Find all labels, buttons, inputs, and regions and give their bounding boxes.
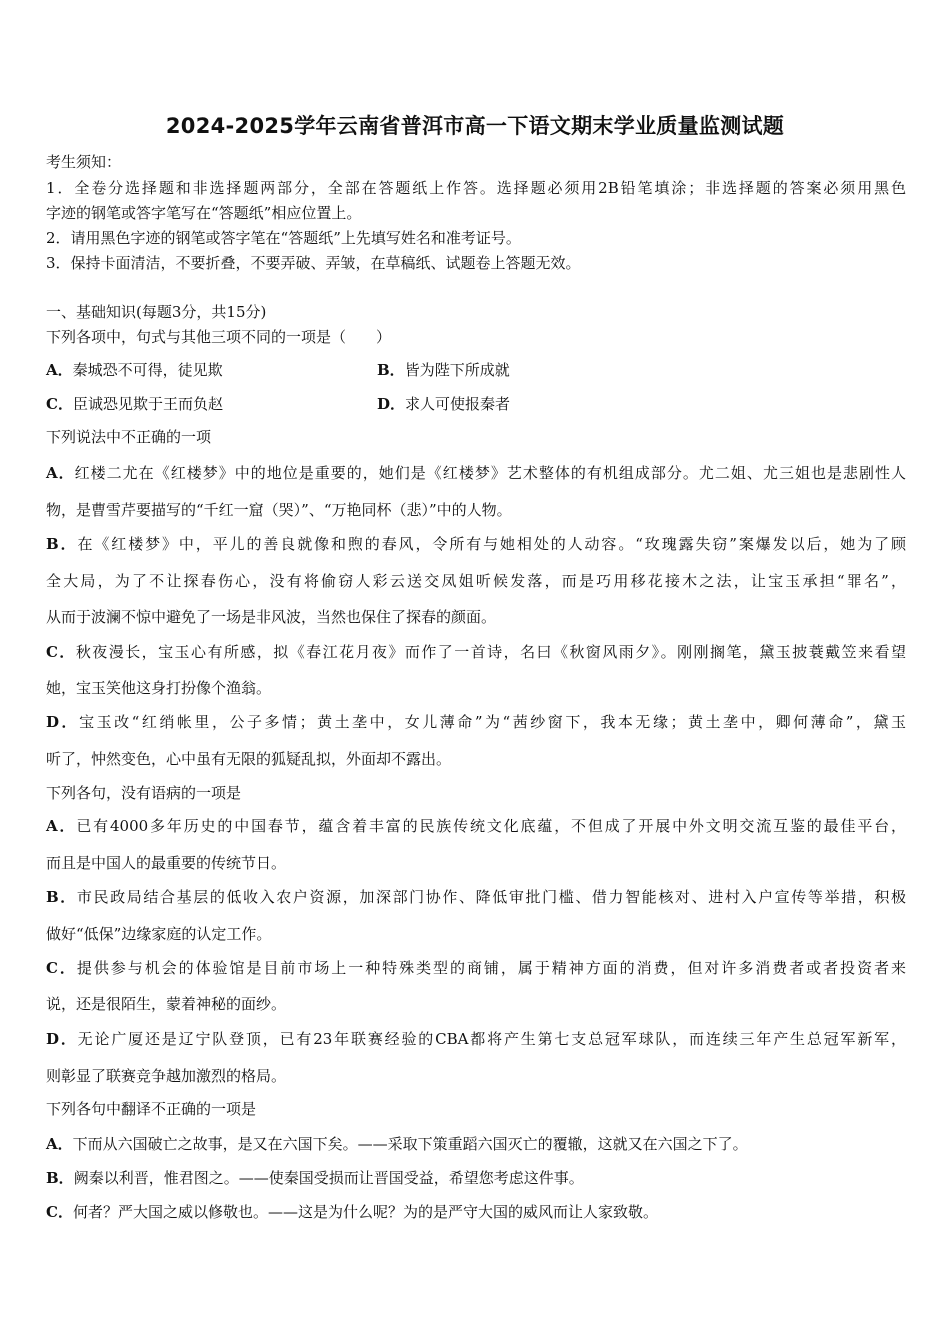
notice-item-3: 3．保持卡面清洁，不要折叠，不要弄破、弄皱，在草稿纸、试题卷上答题无效。 bbox=[46, 254, 581, 272]
notice-item-1-cont: 字迹的钢笔或答字笔写在“答题纸”相应位置上。 bbox=[46, 204, 362, 222]
option-label: A． bbox=[46, 464, 75, 482]
option-text: 提供参与机会的体验馆是目前市场上一种特殊类型的商铺，属于精神方面的消费，但对许多消费者或者投资者来 bbox=[76, 959, 906, 977]
question-2-option-c bbox=[46, 642, 906, 662]
question-2-option-b bbox=[46, 534, 906, 554]
question-3-option-c bbox=[46, 958, 906, 978]
question-3-option-c-cont: 说，还是很陌生，蒙着神秘的面纱。 bbox=[46, 995, 287, 1013]
option-label: C． bbox=[46, 395, 73, 413]
question-3-stem: 下列各句，没有语病的一项是 bbox=[46, 784, 242, 802]
notice-heading: 考生须知： bbox=[46, 153, 122, 171]
option-text: 何者？严大国之威以修敬也。——这是为什么呢？为的是严守大国的威风而让人家致敬。 bbox=[72, 1203, 658, 1221]
option-label: D． bbox=[46, 1030, 78, 1048]
notice-item-2: 2．请用黑色字迹的钢笔或答字笔在“答题纸”上先填写姓名和准考证号。 bbox=[46, 229, 521, 247]
question-1-option-c bbox=[46, 394, 223, 414]
question-4-stem: 下列各句中翻译不正确的一项是 bbox=[46, 1100, 257, 1118]
page-title: 2024-2025学年云南省普洱市高一下语文期末学业质量监测试题 bbox=[165, 114, 785, 138]
question-2-option-c-cont: 她，宝玉笑他这身打扮像个渔翁。 bbox=[46, 679, 272, 697]
option-text: 红楼二尤在《红楼梦》中的地位是重要的，她们是《红楼梦》艺术整体的有机组成部分。尤二姐、尤三姐也是悲剧性人 bbox=[74, 464, 906, 482]
question-1-option-b bbox=[377, 360, 510, 380]
option-label: B． bbox=[46, 888, 77, 906]
question-3-option-d bbox=[46, 1029, 906, 1049]
notice-item-1: 1．全卷分选择题和非选择题两部分，全部在答题纸上作答。选择题必须用2B铅笔填涂；非选择题的答案必须用黑色 bbox=[46, 179, 906, 197]
question-1-option-a bbox=[46, 360, 223, 380]
question-2-option-d bbox=[46, 712, 906, 732]
question-2-option-b-cont: 全大局，为了不让探春伤心，没有将偷窃人彩云送交凤姐听候发落，而是巧用移花接木之法，让宝玉承担“罪名”， bbox=[46, 572, 906, 590]
option-label: B． bbox=[46, 535, 78, 553]
question-3-option-a bbox=[46, 816, 906, 836]
option-text: 在《红楼梦》中，平儿的善良就像和煦的春风，令所有与她相处的人动容。“玫瑰露失窃”案爆发以后，她为了顾 bbox=[77, 535, 906, 553]
question-2-option-b-cont: 从而于波澜不惊中避免了一场是非风波，当然也保住了探春的颜面。 bbox=[46, 608, 497, 626]
option-text: 求人可使报秦者 bbox=[405, 395, 511, 413]
option-label: D． bbox=[46, 713, 80, 731]
option-label: A． bbox=[46, 817, 77, 835]
option-label: D． bbox=[377, 395, 406, 413]
option-text: 秦城恐不可得，徒见欺 bbox=[72, 361, 223, 379]
question-3-option-a-cont: 而且是中国人的最重要的传统节日。 bbox=[46, 854, 287, 872]
option-text: 宝玉改“红绡帐里，公子多情；黄土垄中，女儿薄命”为“茜纱窗下，我本无缘；黄土垄中，卿何薄命”，黛玉 bbox=[79, 713, 906, 731]
option-label: B． bbox=[46, 1169, 74, 1187]
option-text: 无论广厦还是辽宁队登顶，已有23年联赛经验的CBA都将产生第七支总冠军球队，而连续三年产生总冠军新军， bbox=[77, 1030, 906, 1048]
question-2-option-a bbox=[46, 463, 906, 483]
option-label: B． bbox=[377, 361, 405, 379]
question-3-option-b bbox=[46, 887, 906, 907]
question-2-option-d-cont: 听了，忡然变色，心中虽有无限的狐疑乱拟，外面却不露出。 bbox=[46, 750, 452, 768]
question-4-option-a bbox=[46, 1134, 748, 1154]
option-text: 市民政局结合基层的低收入农户资源，加深部门协作、降低审批门槛、借力智能核对、进村入户宣传等举措，积极 bbox=[76, 888, 906, 906]
option-text: 阙秦以利晋，惟君图之。——使秦国受损而让晋国受益，希望您考虑这件事。 bbox=[73, 1169, 584, 1187]
option-label: C． bbox=[46, 959, 77, 977]
option-label: C． bbox=[46, 1203, 73, 1221]
option-text: 秋夜漫长，宝玉心有所感，拟《春江花月夜》而作了一首诗，名曰《秋窗风雨夕》。刚刚搁笔，黛玉披蓑戴笠来看望 bbox=[75, 643, 906, 661]
option-label: A． bbox=[46, 361, 73, 379]
option-label: A． bbox=[46, 1135, 73, 1153]
question-1-stem: 下列各项中，句式与其他三项不同的一项是（ ） bbox=[46, 328, 392, 346]
option-text: 已有4000多年历史的中国春节，蕴含着丰富的民族传统文化底蕴，不但成了开展中外文明交流互鉴的最佳平台， bbox=[76, 817, 906, 835]
question-2-option-a-cont: 物，是曹雪芹要描写的“千红一窟（哭）”、“万艳同杯（悲）”中的人物。 bbox=[46, 501, 512, 519]
question-1-option-d bbox=[377, 394, 510, 414]
option-text: 皆为陛下所成就 bbox=[404, 361, 510, 379]
question-2-stem: 下列说法中不正确的一项 bbox=[46, 428, 212, 446]
option-text: 下而从六国破亡之故事，是又在六国下矣。——采取下策重蹈六国灭亡的覆辙，这就又在六国之下了。 bbox=[72, 1135, 748, 1153]
section-heading: 一、基础知识(每题3分，共15分) bbox=[46, 303, 267, 321]
option-text: 臣诚恐见欺于王而负赵 bbox=[72, 395, 223, 413]
option-label: C． bbox=[46, 643, 76, 661]
question-4-option-b bbox=[46, 1168, 584, 1188]
question-4-option-c bbox=[46, 1202, 658, 1222]
question-3-option-b-cont: 做好“低保”边缘家庭的认定工作。 bbox=[46, 925, 272, 943]
question-3-option-d-cont: 则彰显了联赛竞争越加激烈的格局。 bbox=[46, 1067, 287, 1085]
